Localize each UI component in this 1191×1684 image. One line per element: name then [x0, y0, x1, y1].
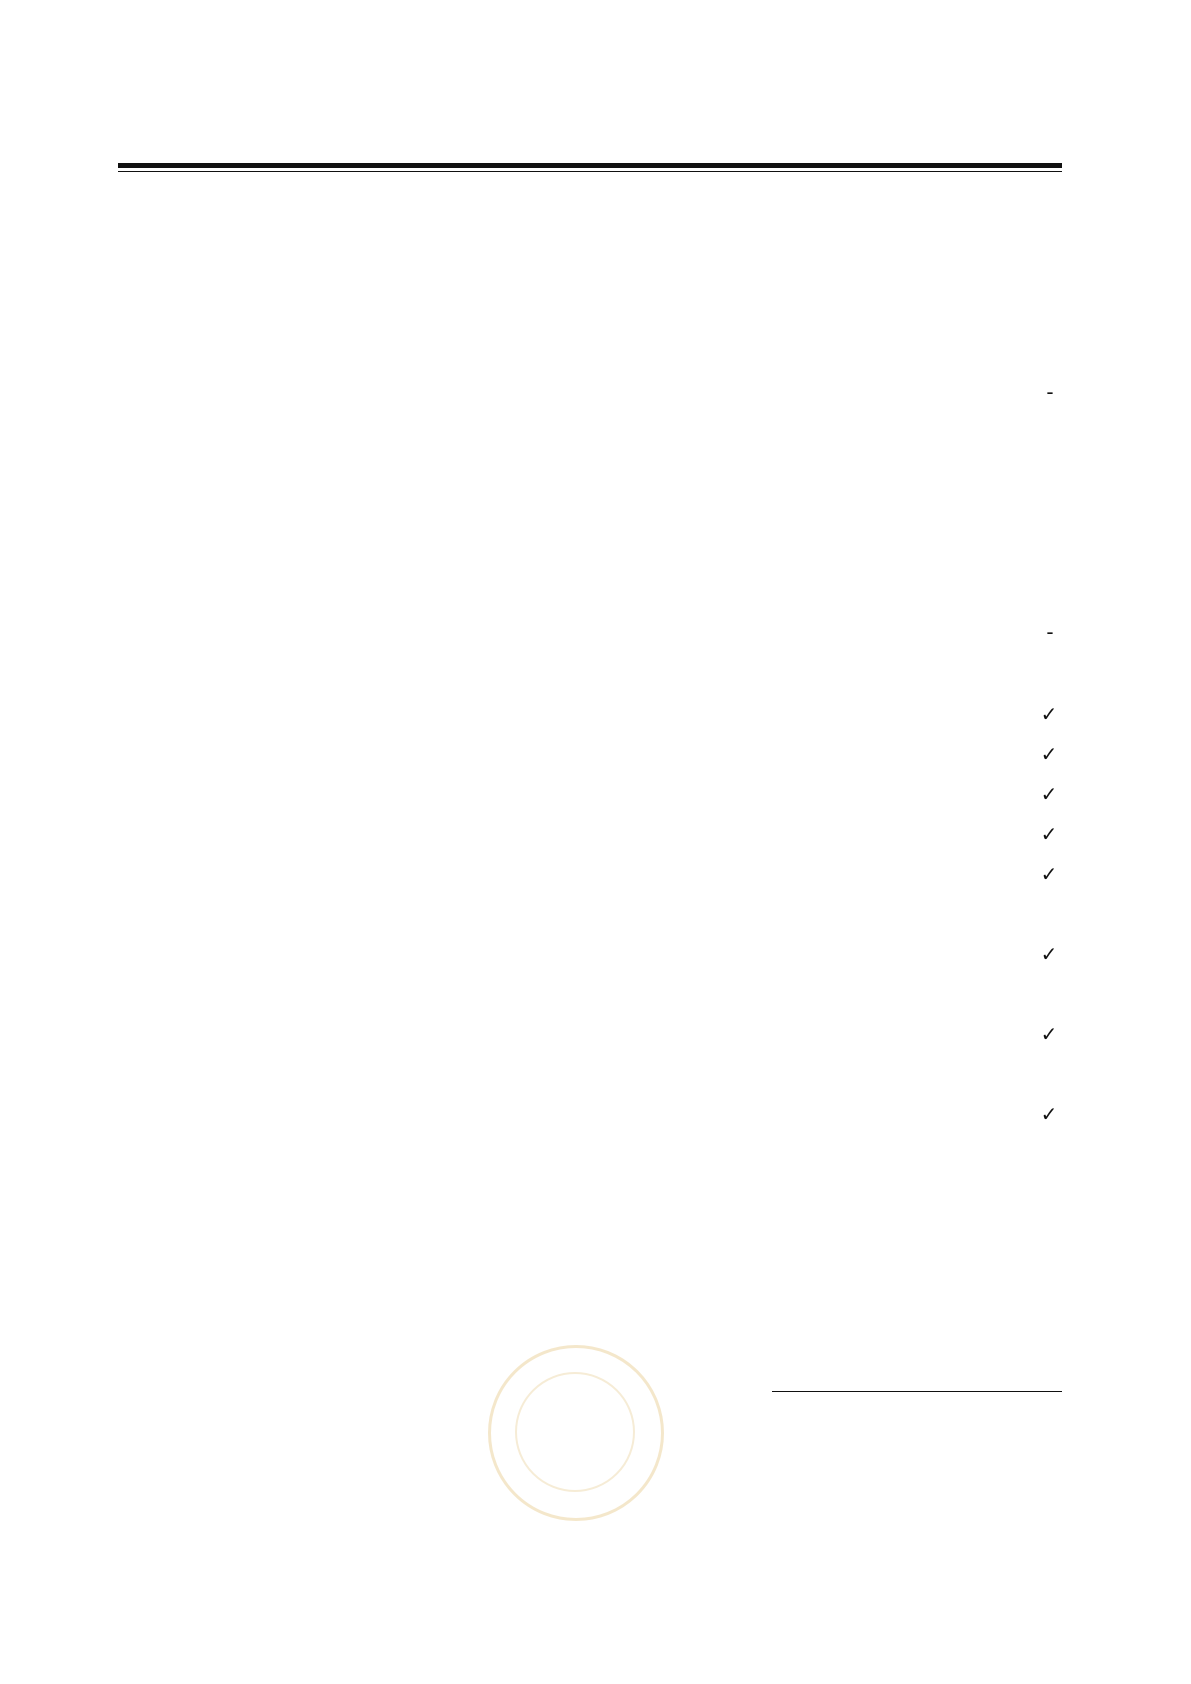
watermark-inner-ring [515, 1372, 635, 1492]
check-list-item [118, 814, 1062, 854]
text-line [118, 894, 1018, 934]
check-list-item [118, 734, 1062, 774]
text-line [118, 374, 1018, 414]
text-line [118, 1014, 1018, 1054]
header-rule-thick [118, 163, 1062, 168]
page-header [118, 126, 1062, 156]
checkmark-icon: ✓ [1040, 822, 1058, 846]
check-list-item [118, 854, 1062, 934]
checkmark-icon: ✓ [1040, 942, 1058, 966]
text-line [118, 934, 1018, 974]
check-list-item [118, 694, 1062, 734]
text-line [118, 974, 1018, 1014]
text-line [118, 534, 1018, 574]
text-line [118, 574, 1018, 614]
checkmark-icon: ✓ [1040, 862, 1058, 886]
text-line [118, 414, 1018, 454]
text-line [118, 494, 1018, 534]
text-line [118, 294, 1062, 334]
dash-bullet-icon: - [1046, 380, 1054, 404]
dash-list-item [118, 374, 1062, 614]
body-text [118, 214, 1062, 1134]
header-rule-thin [118, 171, 1062, 172]
text-line [118, 734, 1018, 774]
paragraph-1 [118, 214, 1062, 294]
check-list-item [118, 774, 1062, 814]
text-line [118, 214, 1062, 254]
text-line [118, 774, 1018, 814]
text-line [118, 854, 1018, 894]
text-line [118, 1094, 1018, 1134]
check-list-item [118, 1094, 1062, 1134]
text-line [118, 814, 1018, 854]
text-line [118, 614, 1018, 654]
text-line [118, 454, 1018, 494]
checkmark-icon: ✓ [1040, 702, 1058, 726]
check-list-item [118, 934, 1062, 1014]
text-line [118, 254, 1062, 294]
watermark-seal [488, 1345, 664, 1521]
text-line [118, 334, 1062, 374]
text-line [118, 694, 1018, 734]
text-line [118, 654, 1018, 694]
dash-bullet-icon: - [1046, 620, 1054, 644]
footnote-separator [772, 1391, 1062, 1392]
text-line [118, 1054, 1018, 1094]
check-list-item [118, 1014, 1062, 1094]
dash-list-item [118, 614, 1062, 694]
checkmark-icon: ✓ [1040, 1022, 1058, 1046]
checkmark-icon: ✓ [1040, 1102, 1058, 1126]
checkmark-icon: ✓ [1040, 742, 1058, 766]
paragraph-2 [118, 294, 1062, 374]
checkmark-icon: ✓ [1040, 782, 1058, 806]
